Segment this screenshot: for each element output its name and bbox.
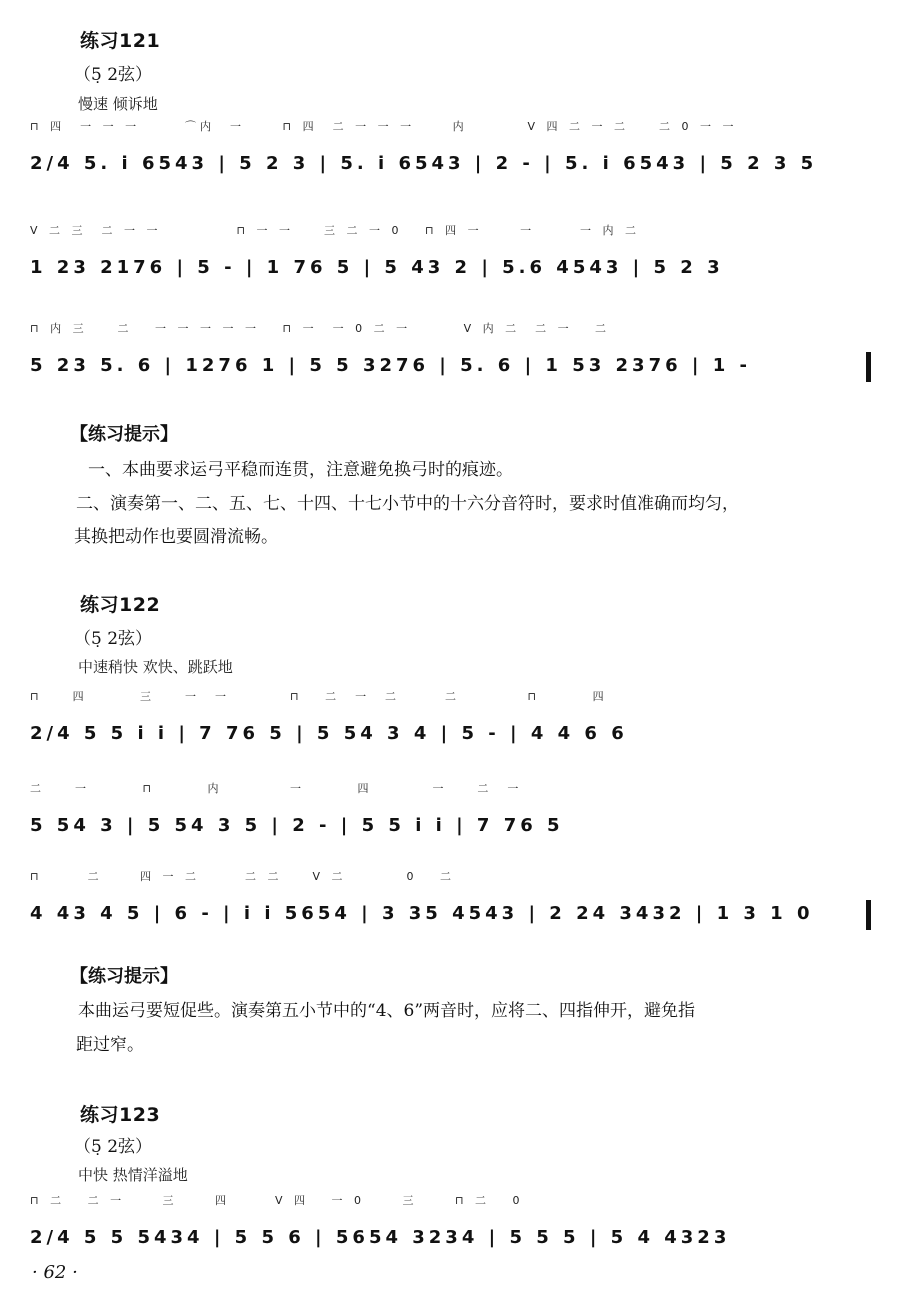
tips-text: 其换把动作也要圆滑流畅。 xyxy=(74,527,278,547)
score-line xyxy=(30,688,878,758)
notation-row: 2/4 5. i 6543 | 5 2 3 | 5. i 6543 | 2 - | 5. i 6543 | 5 2 3 5 xyxy=(30,153,818,174)
fingering-marks: 二 一 ⊓ 内 一 四 一 二 一 xyxy=(30,782,523,795)
exercise-title: 练习122 xyxy=(80,594,161,616)
tips-text: 一、本曲要求运弓平稳而连贯，注意避免换弓时的痕迹。 xyxy=(88,460,513,480)
fingering-marks: ⊓ 二 二 一 三 四 V 四 一 0 三 ⊓ 二 0 xyxy=(30,1194,524,1207)
tips-text: 距过窄。 xyxy=(76,1035,144,1055)
notation-row: 5 54 3 | 5 54 3 5 | 2 - | 5 5 i i | 7 76 5 xyxy=(30,815,564,836)
exercise-title: 练习123 xyxy=(80,1104,161,1126)
fingering-marks: ⊓ 二 四 一 二 二 二 V 二 0 二 xyxy=(30,870,455,883)
fingering-marks: V 二 三 二 一 一 ⊓ 一 一 三 二 一 0 ⊓ 四 一 一 一 内 二 xyxy=(30,224,641,237)
string-spec: （5̣ 2弦） xyxy=(74,1137,153,1157)
tempo-marking: 中速稍快 欢快、跳跃地 xyxy=(78,658,233,676)
tips-text: 本曲运弓要短促些。演奏第五小节中的“4、6”两音时，应将二、四指伸开，避免指 xyxy=(78,1001,696,1021)
fingering-marks: ⊓ 四 三 一 一 ⊓ 二 一 二 二 ⊓ 四 xyxy=(30,690,608,703)
notation-row: 2/4 5 5 i i | 7 76 5 | 5 54 3 4 | 5 - | 4 4 6 6 xyxy=(30,723,628,744)
fingering-marks: ⊓ 内 三 二 一 一 一 一 一 ⊓ 一 一 0 二 一 V 内 二 二 一 二 xyxy=(30,322,611,335)
notation-row: 2/4 5 5 5434 | 5 5 6 | 5654 3234 | 5 5 5 | 5 4 4323 xyxy=(30,1227,731,1248)
string-spec: （5̣ 2弦） xyxy=(74,629,153,649)
score-line xyxy=(30,1192,878,1262)
tips-heading: 【练习提示】 xyxy=(70,966,178,987)
score-line xyxy=(30,320,878,390)
page-number: · 62 · xyxy=(32,1262,78,1283)
final-barline xyxy=(866,352,871,382)
tips-text: 二、演奏第一、二、五、七、十四、十七小节中的十六分音符时，要求时值准确而均匀， xyxy=(76,494,739,514)
tempo-marking: 中快 热情洋溢地 xyxy=(78,1166,188,1184)
score-line xyxy=(30,780,878,850)
score-line xyxy=(30,118,878,188)
string-spec: （5̣ 2弦） xyxy=(74,65,153,85)
notation-row: 1 23 2176 | 5 - | 1 76 5 | 5 43 2 | 5.6 4543 | 5 2 3 xyxy=(30,257,724,278)
fingering-marks: ⊓ 四 一 一 一 ⌒内 一 ⊓ 四 二 一 一 一 内 V 四 二 一 二 二 0 一 一 xyxy=(30,120,738,133)
notation-row: 4 43 4 5 | 6 - | i i 5654 | 3 35 4543 | 2 24 3432 | 1 3 1 0 xyxy=(30,903,814,924)
exercise-title: 练习121 xyxy=(80,30,161,52)
score-line xyxy=(30,868,878,938)
tempo-marking: 慢速 倾诉地 xyxy=(78,95,158,113)
tips-heading: 【练习提示】 xyxy=(70,424,178,445)
notation-row: 5 23 5. 6 | 1276 1 | 5 5 3276 | 5. 6 | 1 53 2376 | 1 - xyxy=(30,355,751,376)
final-barline xyxy=(866,900,871,930)
score-line xyxy=(30,222,878,292)
